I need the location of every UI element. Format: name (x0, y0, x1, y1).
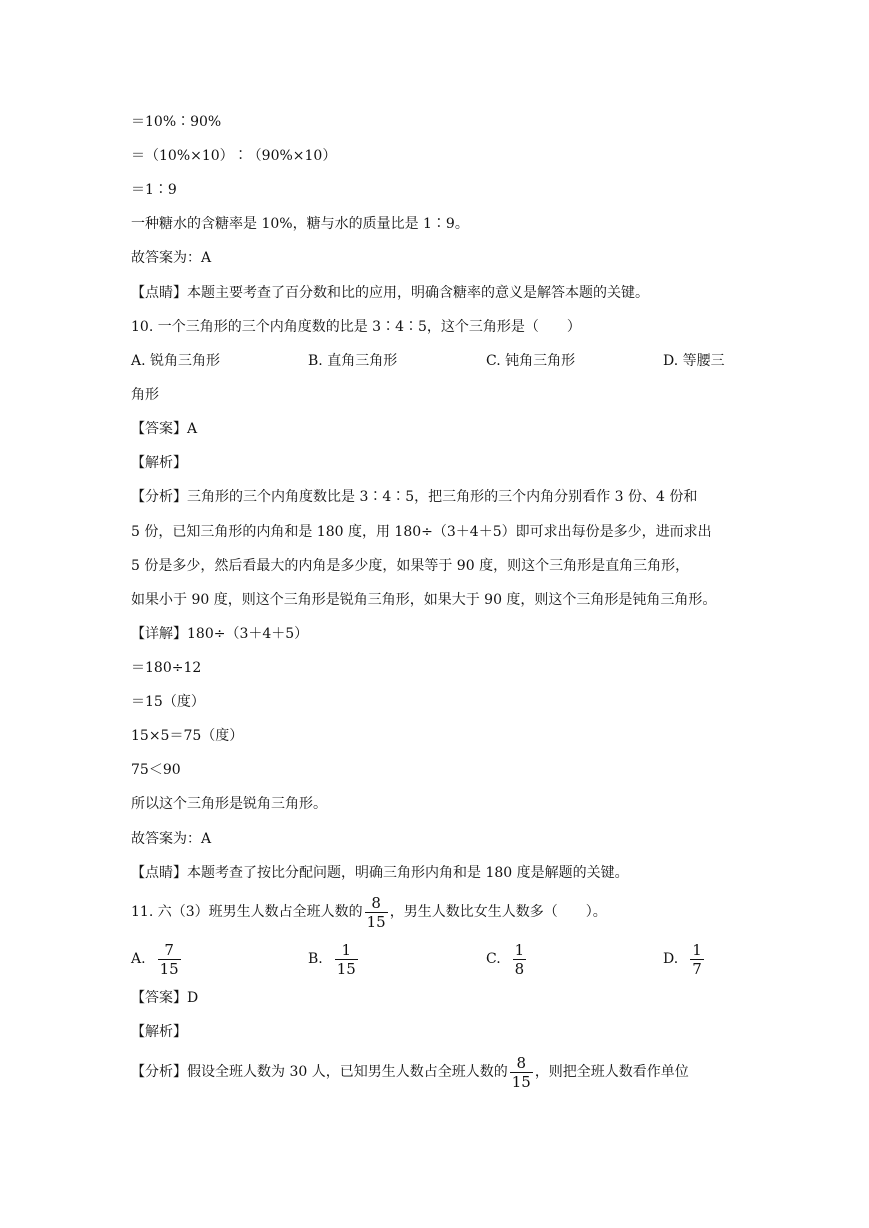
dianjing-line: 【点睛】本题考查了按比分配问题，明确三角形内角和是 180 度是解题的关键。 (131, 865, 629, 881)
fraction-denominator: 15 (366, 912, 386, 931)
fraction (513, 941, 527, 978)
q10-option-a: A. 锐角三角形 (131, 353, 221, 369)
fenxi-line: 5 份，已知三角形的内角和是 180 度，用 180÷（3＋4＋5）即可求出每份是多少，进而求出 (131, 524, 712, 540)
calc-line: ＝10%∶90% (131, 114, 222, 130)
q11-text-post: ，男生人数比女生人数多（ ）。 (389, 904, 607, 920)
fenxi-line: 5 份是多少，然后看最大的内角是多少度，如果等于 90 度，则这个三角形是直角三角形， (131, 558, 690, 574)
fraction-denominator: 7 (692, 959, 702, 978)
fraction-denominator: 15 (511, 1072, 531, 1091)
analysis-heading-10: 【解析】 (131, 455, 187, 471)
fraction-denominator: 15 (159, 959, 179, 978)
answer-line: 故答案为：A (131, 831, 212, 847)
question-10: 10. 一个三角形的三个内角度数的比是 3∶4∶5，这个三角形是（ ） (131, 319, 581, 335)
xiangjie-line: 75＜90 (131, 762, 181, 778)
fraction-numerator: 1 (692, 940, 702, 959)
fraction-denominator: 8 (514, 959, 525, 978)
fraction-denominator: 15 (336, 959, 356, 978)
xiangjie-line: 所以这个三角形是锐角三角形。 (131, 796, 327, 812)
calc-line: ＝1∶9 (131, 182, 177, 198)
option-letter: D. (663, 951, 679, 967)
fraction (335, 941, 358, 978)
fraction-numerator: 7 (164, 940, 174, 959)
fraction (510, 1054, 533, 1091)
conclusion-line: 一种糖水的含糖率是 10%，糖与水的质量比是 1∶9。 (131, 216, 469, 232)
fraction-numerator: 8 (516, 1053, 527, 1072)
fraction (158, 941, 181, 978)
q10-option-b: B. 直角三角形 (308, 353, 398, 369)
fraction (690, 941, 704, 978)
option-letter: A. (131, 951, 146, 967)
q11-text-pre: 11. 六（3）班男生人数占全班人数的 (131, 904, 363, 920)
fraction-numerator: 1 (341, 940, 352, 959)
q10-option-c: C. 钝角三角形 (486, 353, 576, 369)
fenxi-11-pre: 【分析】假设全班人数为 30 人，已知男生人数占全班人数的 (131, 1064, 508, 1080)
answer-line: 故答案为：A (131, 250, 212, 266)
answer-11: 【答案】D (131, 990, 199, 1006)
option-letter: B. (308, 951, 323, 967)
option-letter: C. (486, 951, 501, 967)
fraction-numerator: 8 (371, 893, 381, 912)
fraction (365, 894, 388, 931)
q11-option-d (663, 937, 706, 981)
fenxi-11-post: ，则把全班人数看作单位 (534, 1064, 689, 1080)
q11-option-c (486, 937, 528, 981)
question-11 (131, 890, 607, 934)
xiangjie-line: 【详解】180÷（3＋4＋5） (131, 626, 309, 642)
fenxi-11-line (131, 1050, 689, 1094)
fraction-numerator: 1 (514, 940, 525, 959)
q11-option-b (308, 937, 360, 981)
q11-option-a (131, 937, 183, 981)
fenxi-line: 如果小于 90 度，则这个三角形是锐角三角形，如果大于 90 度，则这个三角形是钝角三角形。 (131, 592, 717, 608)
calc-line: ＝（10%×10）∶（90%×10） (131, 148, 337, 164)
xiangjie-line: ＝180÷12 (131, 660, 202, 676)
answer-10: 【答案】A (131, 421, 198, 437)
analysis-heading-11: 【解析】 (131, 1024, 187, 1040)
xiangjie-line: 15×5＝75（度） (131, 728, 244, 744)
q10-option-d-continued: 角形 (131, 387, 159, 403)
fenxi-line: 【分析】三角形的三个内角度数比是 3∶4∶5，把三角形的三个内角分别看作 3 份、4 份和 (131, 489, 698, 505)
xiangjie-line: ＝15（度） (131, 694, 205, 710)
dianjing-line: 【点睛】本题主要考查了百分数和比的应用，明确含糖率的意义是解答本题的关键。 (131, 285, 649, 301)
q10-option-d: D. 等腰三 (663, 353, 725, 369)
